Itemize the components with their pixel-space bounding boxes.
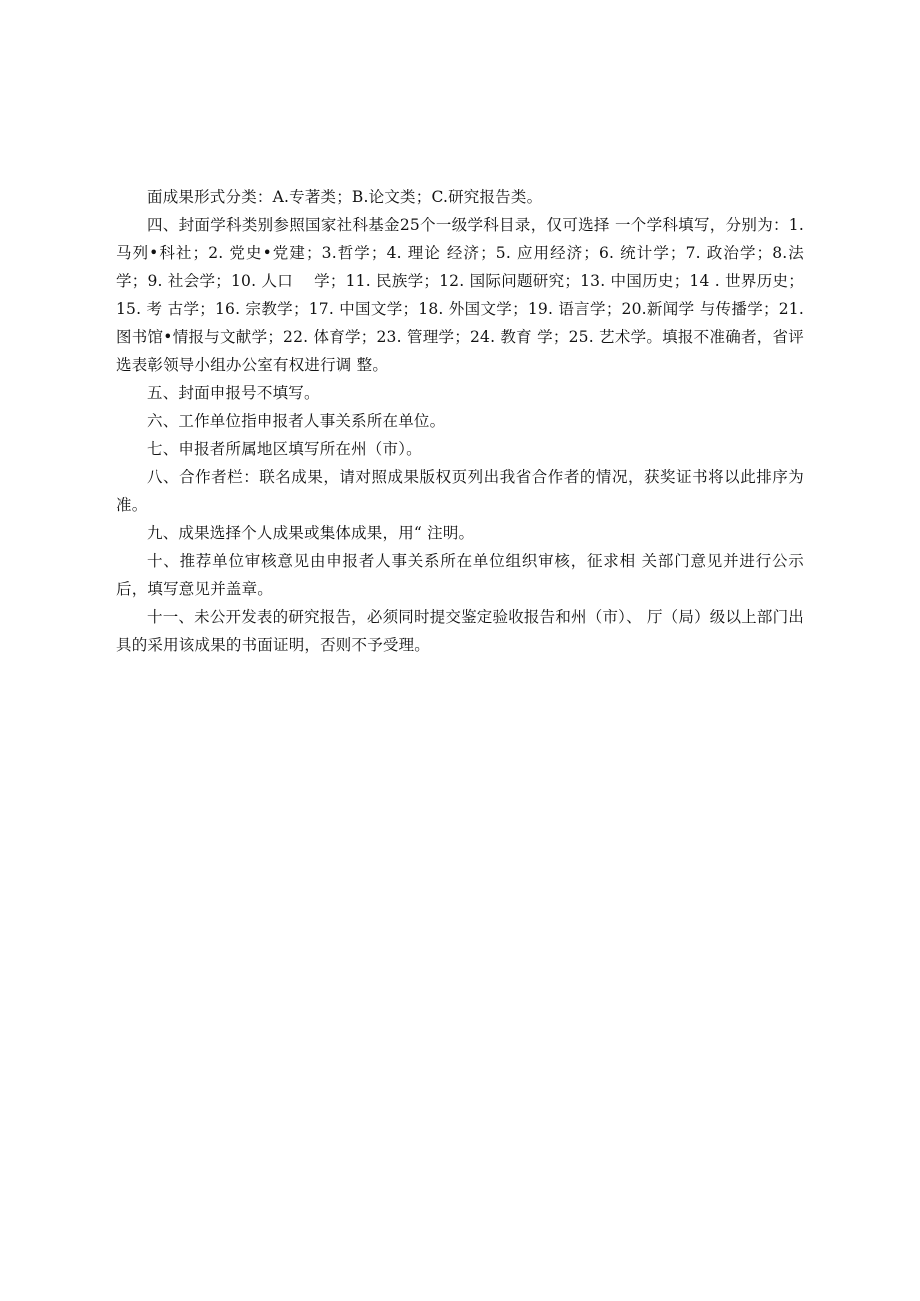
paragraph-unpublished-reports: 十一、未公开发表的研究报告，必须同时提交鉴定验收报告和州（市）、 厅（局）级以上部门出具的采用该成果的书面证明，否则不予受理。 xyxy=(116,608,804,654)
paragraph-collaborators: 八、合作者栏：联名成果，请对照成果版权页列出我省合作者的情况，获奖证书将以此排序为准。 xyxy=(116,468,804,514)
paragraph-region: 七、申报者所属地区填写所在州（市）。 xyxy=(147,440,422,458)
paragraph-individual-or-collective: 九、成果选择个人成果或集体成果，用“ 注明。 xyxy=(147,524,475,542)
paragraph-recommending-unit: 十、推荐单位审核意见由申报者人事关系所在单位组织审核，征求相 关部门意见并进行公示后，填写意见并盖章。 xyxy=(116,552,804,598)
paragraph-work-unit: 六、工作单位指申报者人事关系所在单位。 xyxy=(147,412,446,430)
paragraph-subject-categories: 四、封面学科类别参照国家社科基金25个一级学科目录，仅可选择 一个学科填写，分别为：1. 马列•科社；2. 党史•党建；3.哲学；4. 理论 经济；5. 应用经济；6. 统计学；7. 政治学；8.法学；9. 社会学；10. 人口 学；11. 民族学；12. 国际问题研究；13. 中国历史；14 . 世界历史；15. 考 古学；16. 宗教学；17. 中国文学；18. 外国文学；19. 语言学；20.新闻学 与传播学；21.图书馆•情报与文献学；22. 体育学；23. 管理学；24. 教育 学；25. 艺术学。填报不准确者，省评选表彰领导小组办公室有权进行调 整。 xyxy=(116,216,804,374)
document-body xyxy=(116,183,804,659)
paragraph-result-form-classification: 面成果形式分类：A.专著类；B.论文类；C.研究报告类。 xyxy=(147,188,543,206)
paragraph-application-number: 五、封面申报号不填写。 xyxy=(147,384,320,402)
